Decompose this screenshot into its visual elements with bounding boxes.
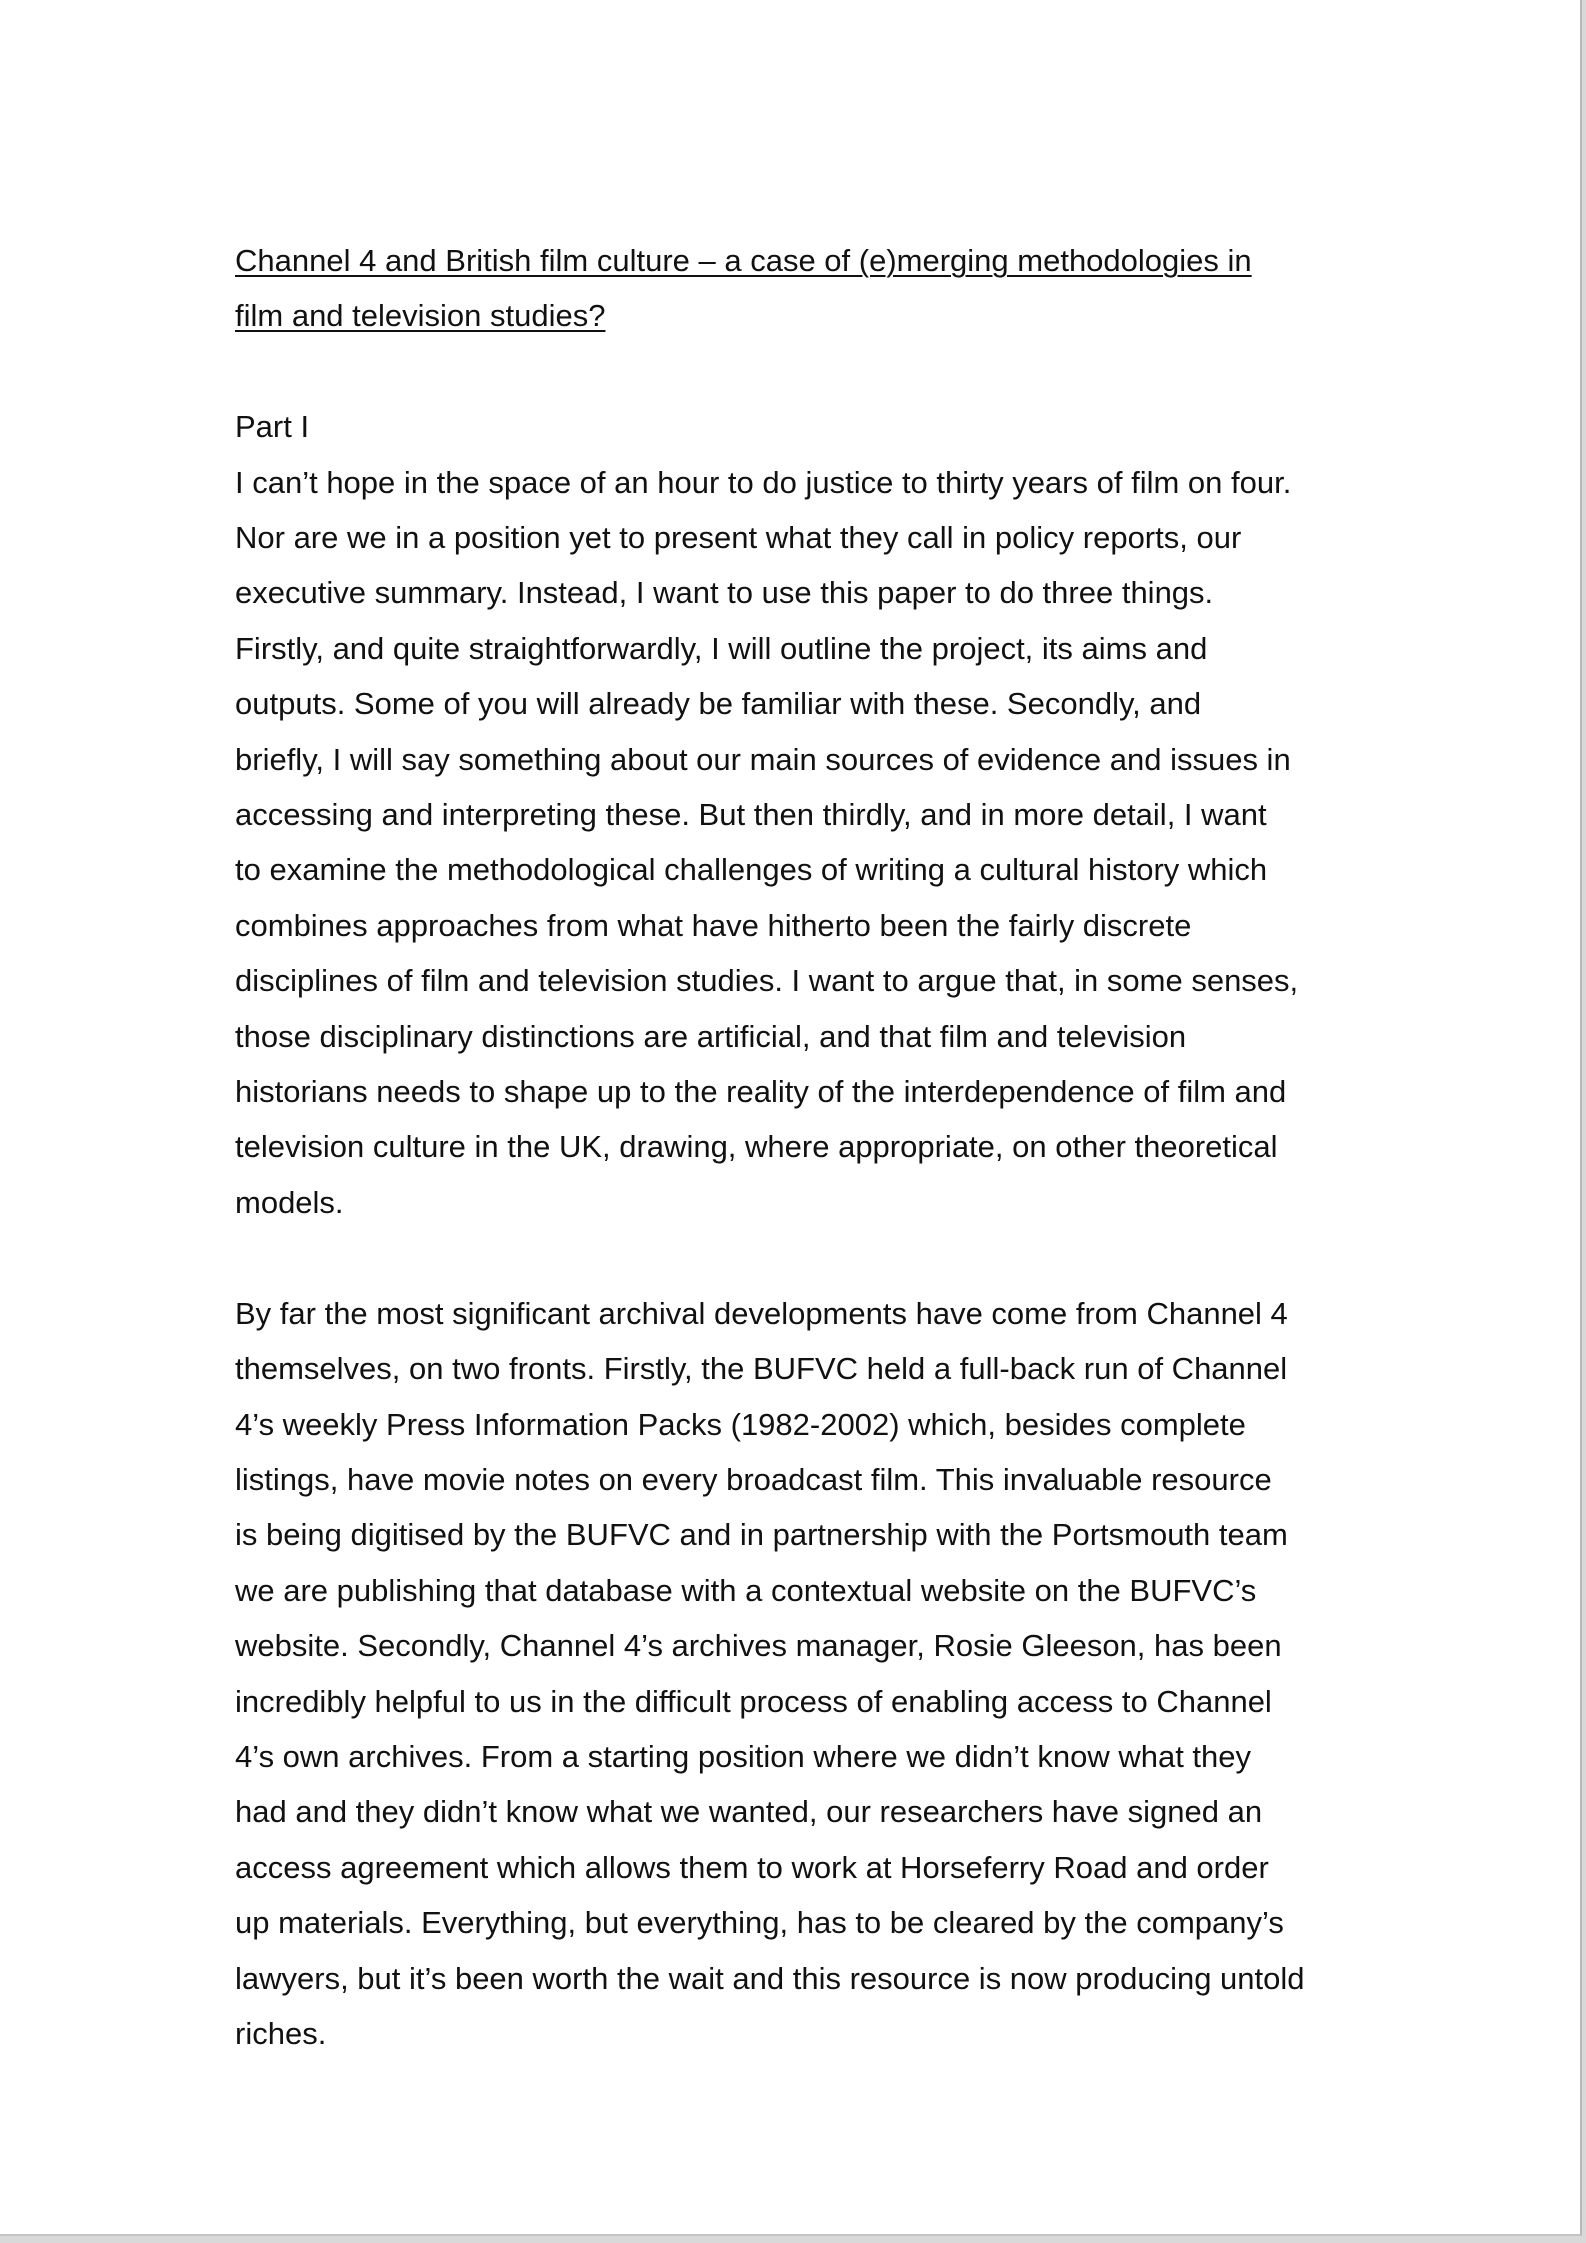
- paragraph-line: I can’t hope in the space of an hour to do justice to thirty years of film on four.: [235, 464, 1292, 500]
- paragraph-line: briefly, I will say something about our main sources of evidence and issues in: [235, 741, 1291, 777]
- paragraph-line: had and they didn’t know what we wanted, our researchers have signed an: [235, 1794, 1263, 1830]
- paragraph-1: [235, 455, 1385, 1231]
- paragraph-line: By far the most significant archival developments have come from Channel 4: [235, 1295, 1288, 1331]
- document-body: [235, 233, 1385, 2061]
- paragraph-line: incredibly helpful to us in the difficult process of enabling access to Channel: [235, 1683, 1272, 1719]
- paragraph-line: historians needs to shape up to the reality of the interdependence of film and: [235, 1074, 1287, 1110]
- paragraph-line: website. Secondly, Channel 4’s archives manager, Rosie Gleeson, has been: [235, 1628, 1282, 1664]
- paragraph-line: is being digitised by the BUFVC and in partnership with the Portsmouth team: [235, 1517, 1288, 1553]
- paragraph-2: [235, 1286, 1385, 2062]
- paragraph-line: disciplines of film and television studies. I want to argue that, in some senses,: [235, 963, 1299, 999]
- paragraph-line: access agreement which allows them to work at Horseferry Road and order: [235, 1849, 1269, 1885]
- paragraph-line: accessing and interpreting these. But then thirdly, and in more detail, I want: [235, 797, 1267, 833]
- section-heading: Part I: [235, 409, 310, 445]
- paragraph-line: 4’s own archives. From a starting position where we didn’t know what they: [235, 1738, 1252, 1774]
- paragraph-line: themselves, on two fronts. Firstly, the BUFVC held a full-back run of Channel: [235, 1351, 1288, 1387]
- paragraph-line: combines approaches from what have hitherto been the fairly discrete: [235, 907, 1192, 943]
- paragraph-line: Nor are we in a position yet to present what they call in policy reports, our: [235, 520, 1242, 556]
- paragraph-line: lawyers, but it’s been worth the wait and this resource is now producing untold: [235, 1960, 1305, 1996]
- paragraph-line: 4’s weekly Press Information Packs (1982-2002) which, besides complete: [235, 1406, 1246, 1442]
- document-title: [235, 233, 1385, 344]
- paragraph-line: to examine the methodological challenges of writing a cultural history which: [235, 852, 1268, 888]
- title-line: film and television studies?: [235, 298, 606, 334]
- paragraph-line: we are publishing that database with a contextual website on the BUFVC’s: [235, 1572, 1257, 1608]
- paragraph-line: models.: [235, 1184, 344, 1220]
- title-line: Channel 4 and British film culture – a case of (e)merging methodologies in: [235, 243, 1252, 278]
- paragraph-line: outputs. Some of you will already be familiar with these. Secondly, and: [235, 686, 1202, 722]
- paragraph-line: Firstly, and quite straightforwardly, I will outline the project, its aims and: [235, 630, 1208, 666]
- paragraph-line: riches.: [235, 2015, 327, 2051]
- paragraph-line: up materials. Everything, but everything, has to be cleared by the company’s: [235, 1905, 1284, 1941]
- paragraph-line: listings, have movie notes on every broadcast film. This invaluable resource: [235, 1461, 1272, 1497]
- paragraph-line: television culture in the UK, drawing, where appropriate, on other theoretical: [235, 1129, 1278, 1165]
- paragraph-line: those disciplinary distinctions are artificial, and that film and television: [235, 1018, 1187, 1054]
- paragraph-line: executive summary. Instead, I want to use this paper to do three things.: [235, 575, 1214, 611]
